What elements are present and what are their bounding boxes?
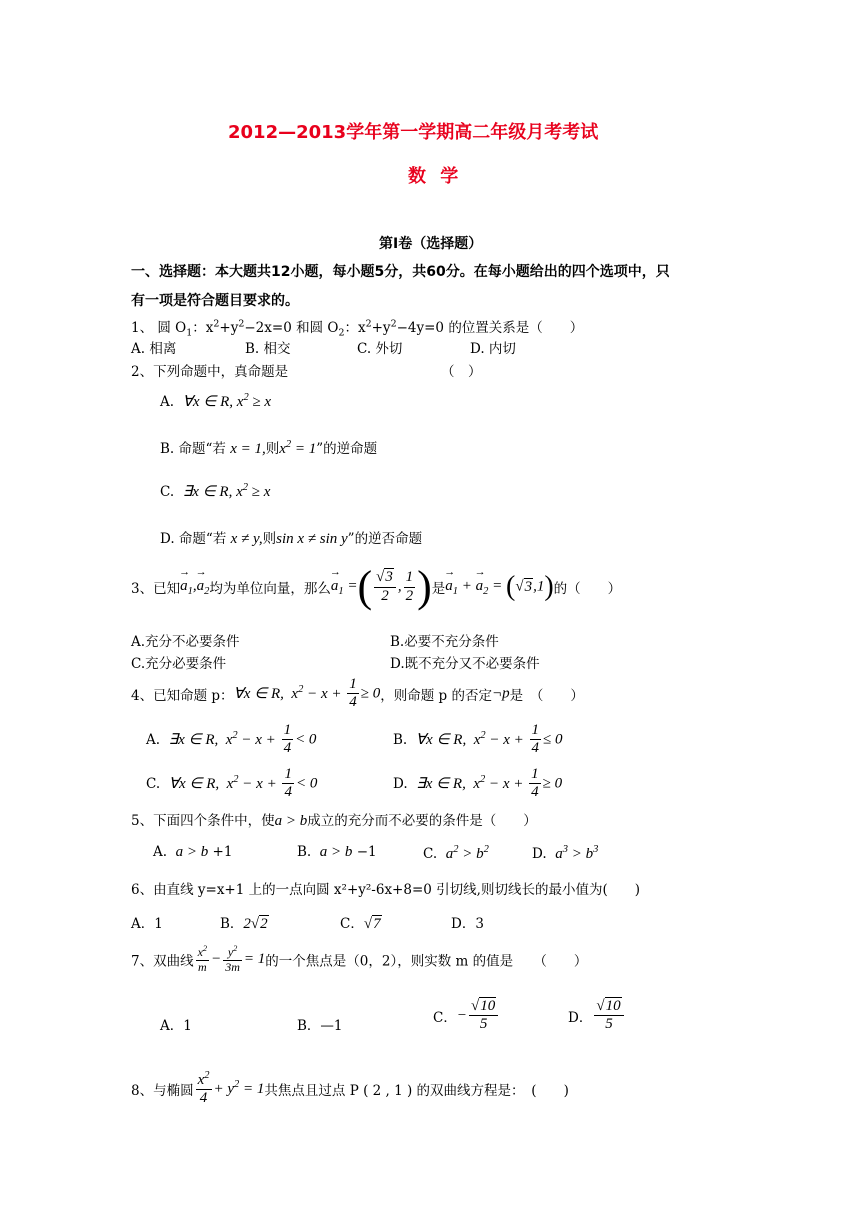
- q7-option-d: D． $\frac{√10}{5}$: [568, 998, 626, 1034]
- q7-option-a: A．1: [160, 1018, 192, 1034]
- q3-option-b: B.必要不充分条件: [390, 634, 499, 650]
- q5-option-c: C. $a^2 > b^2$: [423, 844, 489, 862]
- q2-option-b: B. 命题“若 x = 1,则$x^2 = 1$”的逆命题: [160, 439, 378, 457]
- q2-answer-blank: （ ）: [441, 364, 482, 380]
- q1-option-c: C. 外切: [357, 341, 403, 357]
- q3-option-d: D.既不充分又不必要条件: [390, 656, 540, 672]
- question-8: 8、与椭圆 $\frac{x^2}{4}$ + $y^2 = 1$共焦点且过点 P ( 2 , 1 ) 的双曲线方程是： ( ): [131, 1070, 569, 1107]
- q7-option-b: B．—1: [297, 1018, 343, 1034]
- q2-option-c: C. ∃x ∈ R, $x^2 \ge x$: [160, 482, 271, 500]
- q4-option-d: D. ∃x ∈ R, $x^2 - x$ + $\frac{1}{4}$ ≥ 0: [393, 766, 563, 801]
- q5-option-b: B. a > b −1: [297, 844, 377, 860]
- question-5: 5、下面四个条件中，使a > b成立的充分而不必要的条件是（ ）: [131, 813, 537, 829]
- q7-option-c: C．− $\frac{√10}{5}$: [433, 998, 500, 1034]
- q4-option-c: C. ∀x ∈ R, $x^2 - x$ + $\frac{1}{4}$ < 0: [146, 766, 318, 801]
- question-6: 6、由直线 y=x+1 上的一点向圆 x²+y²-6x+8=0 引切线,则切线长的最小值为( ): [131, 882, 640, 898]
- q5-option-a: A. a > b +1: [153, 844, 233, 860]
- q3-option-c: C.充分必要条件: [131, 656, 227, 672]
- q6-option-b: B．2√2: [220, 916, 268, 932]
- q2-option-d: D. 命题“若 x ≠ y,则sin x ≠ sin y”的逆否命题: [160, 531, 423, 547]
- question-2: 2、下列命题中，真命题是: [131, 364, 289, 380]
- q3-option-a: A.充分不必要条件: [131, 634, 240, 650]
- subject-title: 数 学: [408, 166, 463, 187]
- q6-option-d: D．3: [451, 916, 484, 932]
- q6-option-a: A．1: [131, 916, 163, 932]
- q4-option-b: B. ∀x ∈ R, $x^2 - x$ + $\frac{1}{4}$ ≤ 0: [393, 722, 563, 757]
- q5-option-d: D. $a^3 > b^3$: [532, 844, 599, 862]
- q4-option-a: A. ∃x ∈ R, $x^2 - x$ + $\frac{1}{4}$ < 0: [146, 722, 317, 757]
- q2-option-a: A. ∀x ∈ R, $x^2 \ge x$: [160, 392, 272, 410]
- q1-option-b: B. 相交: [245, 341, 291, 357]
- q6-option-c: C．√7: [340, 916, 381, 932]
- question-1: 1、 圆 $O_1$：$x^2+y^2-2x=0$ 和圆 $O_2$：$x^2+y^2-4y=0$ 的位置关系是（ ）: [131, 318, 584, 339]
- exam-title: 2012—2013学年第一学期高二年级月考考试: [228, 122, 599, 143]
- volume-heading: 第Ⅰ卷（选择题）: [379, 236, 483, 252]
- instructions-line-1: 一、选择题：本大题共12小题，每小题5分，共60分。在每小题给出的四个选项中，只: [131, 264, 670, 280]
- q1-option-d: D. 内切: [470, 341, 516, 357]
- question-3: 3、已知→ $a_1,\to a_2$均为单位向量，那么→ $a_1$ =( $\frac{√3}{2}$ , $\frac{1}{2}$ )是→ $a_1$ + → $a_2 = (√3,1)$的（ ）: [131, 565, 621, 609]
- instructions-line-2: 有一项是符合题目要求的。: [131, 293, 299, 309]
- question-4: 4、已知命题 p：∀x ∈ R, $x^2 - x$ + $\frac{1}{4}$ ≥ 0，则命题 p 的否定¬p是 （ ）: [131, 676, 584, 711]
- question-7: 7、双曲线 $\frac{x^2}{m}$ − $\frac{y^2}{3m}$ = 1的一个焦点是（0，2），则实数 m 的值是 （ ）: [131, 944, 588, 974]
- q1-option-a: A. 相离: [131, 341, 177, 357]
